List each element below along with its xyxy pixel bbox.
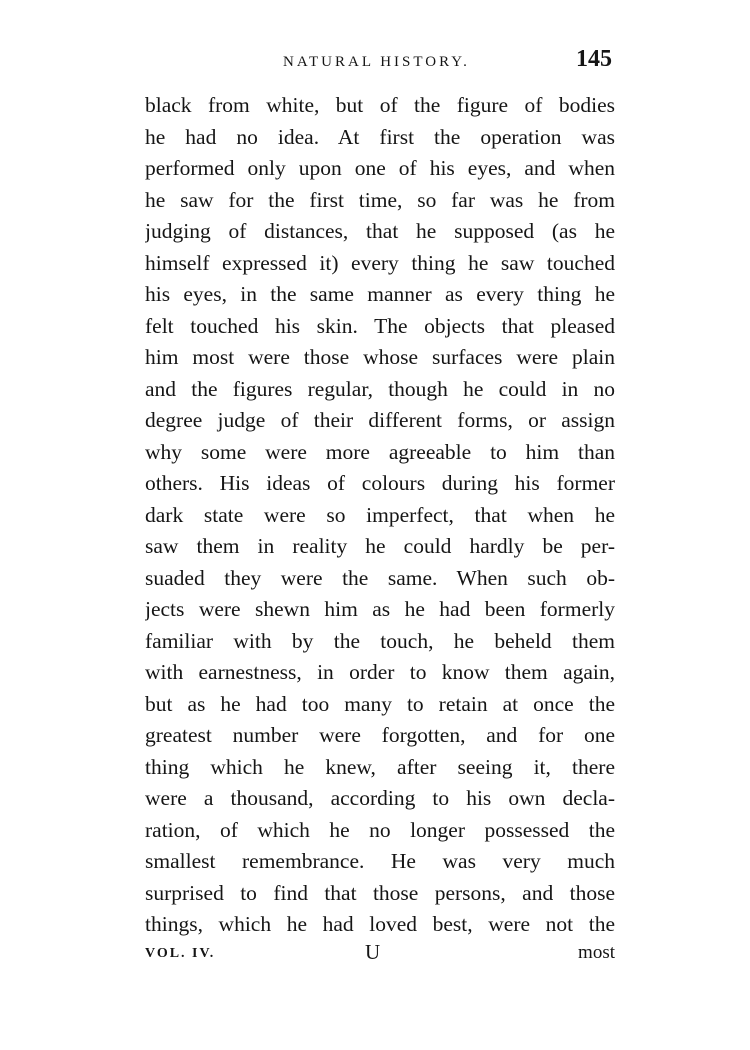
text-line: degree judge of their different forms, or assign — [145, 408, 615, 432]
text-line: greatest number were forgotten, and for one — [145, 723, 615, 747]
text-line: and the figures regular, though he could in no — [145, 376, 615, 401]
text-line: why some were more agreeable to him than — [145, 439, 615, 464]
text-line: him most were those whose surfaces were plain — [145, 345, 615, 369]
text-line: thing which he knew, after seeing it, there — [145, 754, 615, 779]
text-line: familiar with by the touch, he beheld them — [145, 628, 615, 653]
page-footer — [145, 940, 615, 970]
text-line: he saw for the first time, so far was he from — [145, 187, 615, 212]
text-line: were a thousand, according to his own decla- — [145, 786, 615, 810]
text-line: he had no idea. At first the operation was — [145, 124, 615, 149]
page-number: 145 — [576, 46, 612, 72]
text-line: judging of distances, that he supposed (as he — [145, 219, 615, 243]
text-line: smallest remembrance. He was very much — [145, 849, 615, 873]
text-line: his eyes, in the same manner as every thing he — [145, 282, 615, 306]
running-title: NATURAL HISTORY. — [283, 54, 470, 70]
running-head — [145, 46, 615, 80]
text-line: others. His ideas of colours during his former — [145, 471, 615, 495]
text-line: suaded they were the same. When such ob- — [145, 565, 615, 590]
text-line: performed only upon one of his eyes, and when — [145, 156, 615, 180]
text-line: dark state were so imperfect, that when he — [145, 502, 615, 527]
text-line: felt touched his skin. The objects that pleased — [145, 313, 615, 338]
body-text — [145, 90, 615, 941]
text-line: surprised to find that those persons, and those — [145, 880, 615, 905]
text-line: ration, of which he no longer possessed the — [145, 817, 615, 842]
text-line: with earnestness, in order to know them again, — [145, 660, 615, 684]
text-line: things, which he had loved best, were not the — [145, 912, 615, 936]
text-line: black from white, but of the figure of bodies — [145, 93, 615, 117]
catchword: most — [578, 942, 615, 963]
text-line: but as he had too many to retain at once the — [145, 691, 615, 716]
signature-mark: U — [365, 940, 381, 964]
text-line: jects were shewn him as he had been formerly — [145, 597, 615, 621]
volume-mark: VOL. IV. — [145, 946, 216, 961]
text-line: saw them in reality he could hardly be per- — [145, 534, 615, 558]
text-line: himself expressed it) every thing he saw touched — [145, 250, 615, 275]
